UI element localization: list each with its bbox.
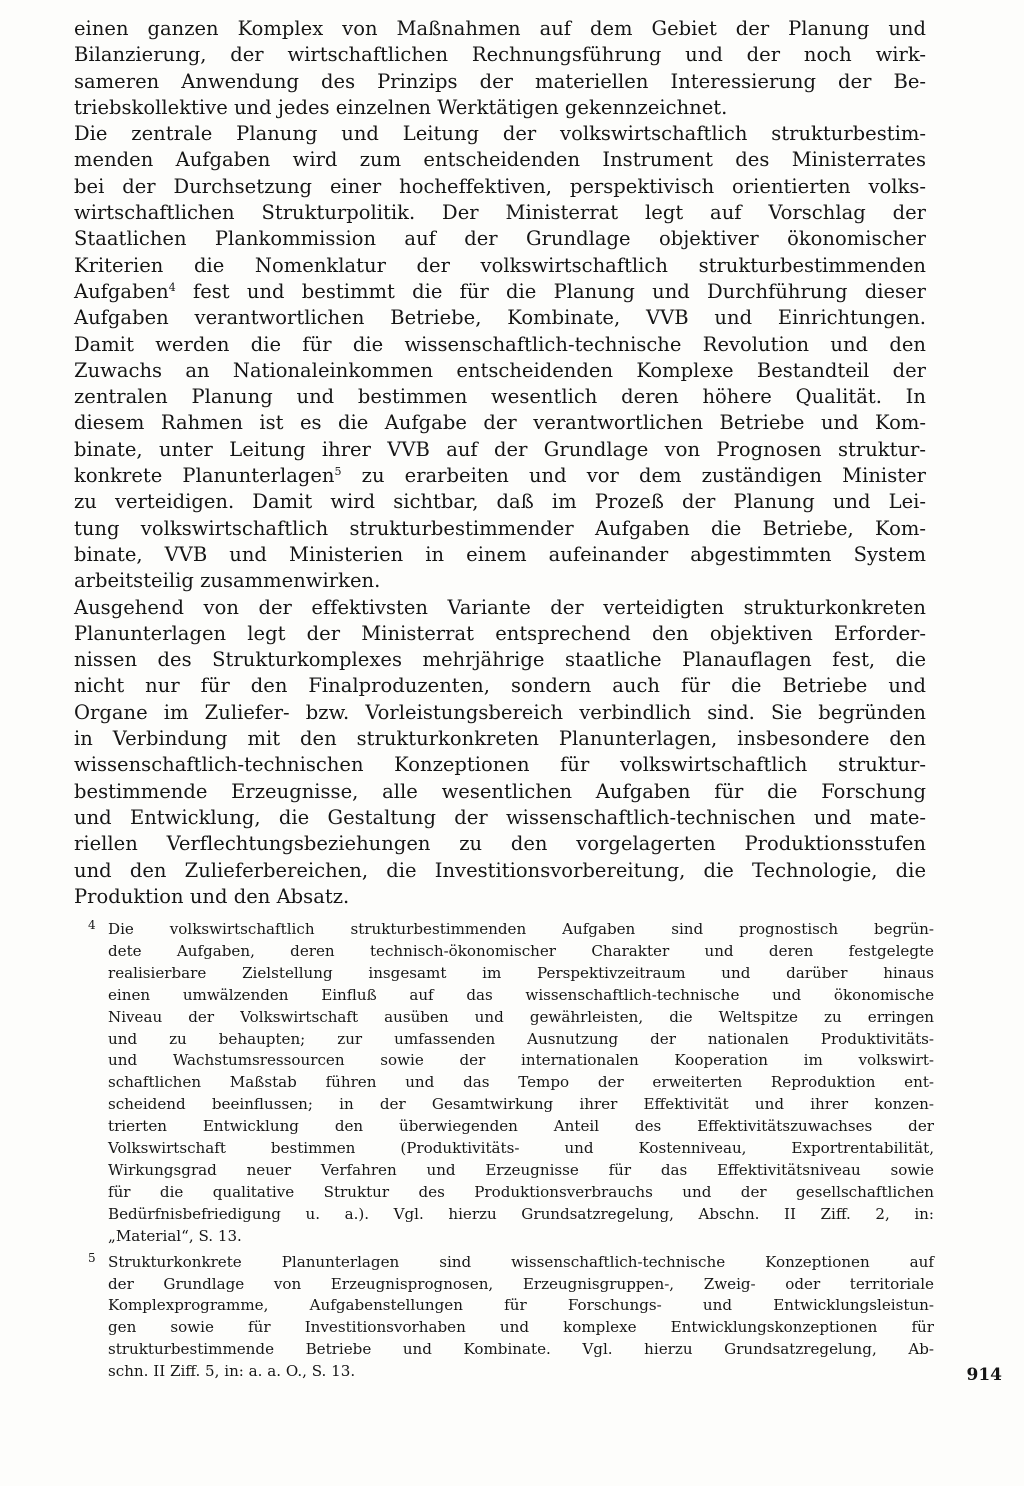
body-line — [74, 463, 926, 489]
body-line: wirtschaftlichen Strukturpolitik. Der Ministerrat legt auf Vorschlag der — [74, 201, 926, 225]
body-line: nicht nur für den Finalproduzenten, sondern auch für die Betriebe und — [74, 674, 926, 698]
body-line-segment: konkrete Planunterlagen — [74, 464, 335, 488]
footnotes — [88, 919, 934, 1383]
body-line: Bilanzierung, der wirtschaftlichen Rechnungsführung und der noch wirk- — [74, 43, 926, 67]
body-line: diesem Rahmen ist es die Aufgabe der verantwortlichen Betriebe und Kom- — [74, 411, 926, 435]
page-number: 914 — [966, 1365, 1002, 1385]
body-line: und Entwicklung, die Gestaltung der wissenschaftlich-technischen und mate- — [74, 805, 926, 829]
footnote-line: Volkswirtschaft bestimmen (Produktivitäts- und Kostenniveau, Exportrentabilität, — [108, 1139, 934, 1158]
footnote-reference-5[interactable]: 5 — [334, 465, 342, 479]
body-line: zu verteidigen. Damit wird sichtbar, daß im Prozeß der Planung und Lei- — [74, 490, 926, 514]
body-line-segment: fest und bestimmt die für die Planung und Durchführung dieser — [175, 279, 926, 303]
footnote-line: Niveau der Volkswirtschaft ausüben und gewährleisten, die Weltspitze zu erringen — [108, 1007, 934, 1026]
footnote-5 — [88, 1252, 934, 1383]
body-line: bestimmende Erzeugnisse, alle wesentlichen Aufgaben für die Forschung — [74, 779, 926, 803]
footnote-line: Komplexprogramme, Aufgabenstellungen für Forschungs- und Entwicklungsleistun- — [108, 1296, 934, 1315]
body-line-segment: zu erarbeiten und vor dem zuständigen Minister — [341, 464, 926, 488]
footnote-line: „Material“, S. 13. — [108, 1226, 242, 1245]
body-line: Die zentrale Planung und Leitung der volkswirtschaftlich strukturbestim- — [74, 122, 926, 146]
body-line: Zuwachs an Nationaleinkommen entscheidenden Komplexe Bestandteil der — [74, 358, 926, 382]
body-line: Produktion und den Absatz. — [74, 884, 350, 908]
footnote-line: für die qualitative Struktur des Produktionsverbrauchs und der gesellschaftlichen — [108, 1182, 934, 1201]
body-line — [74, 279, 926, 305]
footnote-line: und zu behaupten; zur umfassenden Ausnutzung der nationalen Produktivitäts- — [108, 1029, 934, 1048]
footnote-line: Strukturkonkrete Planunterlagen sind wissenschaftlich-technische Konzeptionen auf — [108, 1252, 934, 1271]
body-line: in Verbindung mit den strukturkonkreten Planunterlagen, insbesondere den — [74, 727, 926, 751]
body-line: wissenschaftlich-technischen Konzeptionen für volkswirtschaftlich struktur- — [74, 753, 926, 777]
body-line: Ausgehend von der effektivsten Variante der verteidigten strukturkonkreten — [74, 595, 926, 619]
body-line-segment: Aufgaben — [74, 279, 169, 303]
body-line: arbeitsteilig zusammenwirken. — [74, 569, 381, 593]
body-line: Kriterien die Nomenklatur der volkswirtschaftlich strukturbestimmenden — [74, 253, 926, 277]
body-line: Aufgaben verantwortlichen Betriebe, Kombinate, VVB und Einrichtungen. — [74, 306, 926, 330]
body-line: binate, VVB und Ministerien in einem aufeinander abgestimmten System — [74, 542, 926, 566]
footnote-line: realisierbare Zielstellung insgesamt im Perspektivzeitraum und darüber hinaus — [108, 963, 934, 982]
body-line: menden Aufgaben wird zum entscheidenden Instrument des Ministerrates — [74, 148, 926, 172]
footnote-line: scheidend beeinflussen; in der Gesamtwirkung ihrer Effektivität und ihrer konzen- — [108, 1095, 934, 1114]
footnote-line: Die volkswirtschaftlich strukturbestimmenden Aufgaben sind prognostisch begrün- — [108, 920, 934, 938]
body-line: Damit werden die für die wissenschaftlich-technische Revolution und den — [74, 332, 926, 356]
body-text — [74, 16, 926, 910]
footnote-line: Bedürfnisbefriedigung u. a.). Vgl. hierzu Grundsatzregelung, Abschn. II Ziff. 2, in: — [108, 1204, 934, 1223]
body-line: tung volkswirtschaftlich strukturbestimmender Aufgaben die Betriebe, Kom- — [74, 516, 926, 540]
body-line: sameren Anwendung des Prinzips der materiellen Interessierung der Be- — [74, 69, 926, 93]
body-line: zentralen Planung und bestimmen wesentlich deren höhere Qualität. In — [74, 385, 926, 409]
body-line: bei der Durchsetzung einer hocheffektiven, perspektivisch orientierten volks- — [74, 174, 926, 198]
footnote-4 — [88, 919, 934, 1248]
body-line: und den Zulieferbereichen, die Investitionsvorbereitung, die Technologie, die — [74, 858, 926, 882]
body-line: riellen Verflechtungsbeziehungen zu den vorgelagerten Produktionsstufen — [74, 832, 926, 856]
body-line: einen ganzen Komplex von Maßnahmen auf dem Gebiet der Planung und — [74, 17, 926, 40]
footnote-line: einen umwälzenden Einfluß auf das wissenschaftlich-technische und ökonomische — [108, 985, 934, 1004]
footnote-line: strukturbestimmende Betriebe und Kombinate. Vgl. hierzu Grundsatzregelung, Ab- — [108, 1340, 934, 1359]
footnote-line: schn. II Ziff. 5, in: a. a. O., S. 13. — [108, 1362, 356, 1381]
footnote-line: dete Aufgaben, deren technisch-ökonomischer Charakter und deren festgelegte — [108, 941, 934, 960]
body-line: nissen des Strukturkomplexes mehrjährige staatliche Planauflagen fest, die — [74, 648, 926, 672]
footnote-line: Wirkungsgrad neuer Verfahren und Erzeugnisse für das Effektivitätsniveau sowie — [108, 1160, 934, 1179]
body-line: Staatlichen Plankommission auf der Grundlage objektiver ökonomischer — [74, 227, 926, 251]
body-line: Organe im Zuliefer- bzw. Vorleistungsbereich verbindlich sind. Sie begründen — [74, 700, 926, 724]
footnote-line: schaftlichen Maßstab führen und das Tempo der erweiterten Reproduktion ent- — [108, 1073, 934, 1092]
footnote-reference-4[interactable]: 4 — [168, 280, 176, 294]
footnote-marker: 5 — [88, 1250, 96, 1265]
body-line: triebskollektive und jedes einzelnen Werktätigen gekennzeichnet. — [74, 95, 728, 119]
footnote-marker: 4 — [88, 918, 96, 932]
body-line: Planunterlagen legt der Ministerrat entsprechend den objektiven Erforder- — [74, 621, 926, 645]
footnote-line: gen sowie für Investitionsvorhaben und komplexe Entwicklungskonzeptionen für — [108, 1318, 934, 1337]
footnote-line: der Grundlage von Erzeugnisprognosen, Erzeugnisgruppen-, Zweig- oder territoriale — [108, 1274, 934, 1293]
body-line: binate, unter Leitung ihrer VVB auf der Grundlage von Prognosen struktur- — [74, 437, 926, 461]
footnote-line: trierten Entwicklung den überwiegenden Anteil des Effektivitätszuwachses der — [108, 1117, 934, 1136]
footnote-line: und Wachstumsressourcen sowie der internationalen Kooperation im volkswirt- — [108, 1051, 934, 1070]
